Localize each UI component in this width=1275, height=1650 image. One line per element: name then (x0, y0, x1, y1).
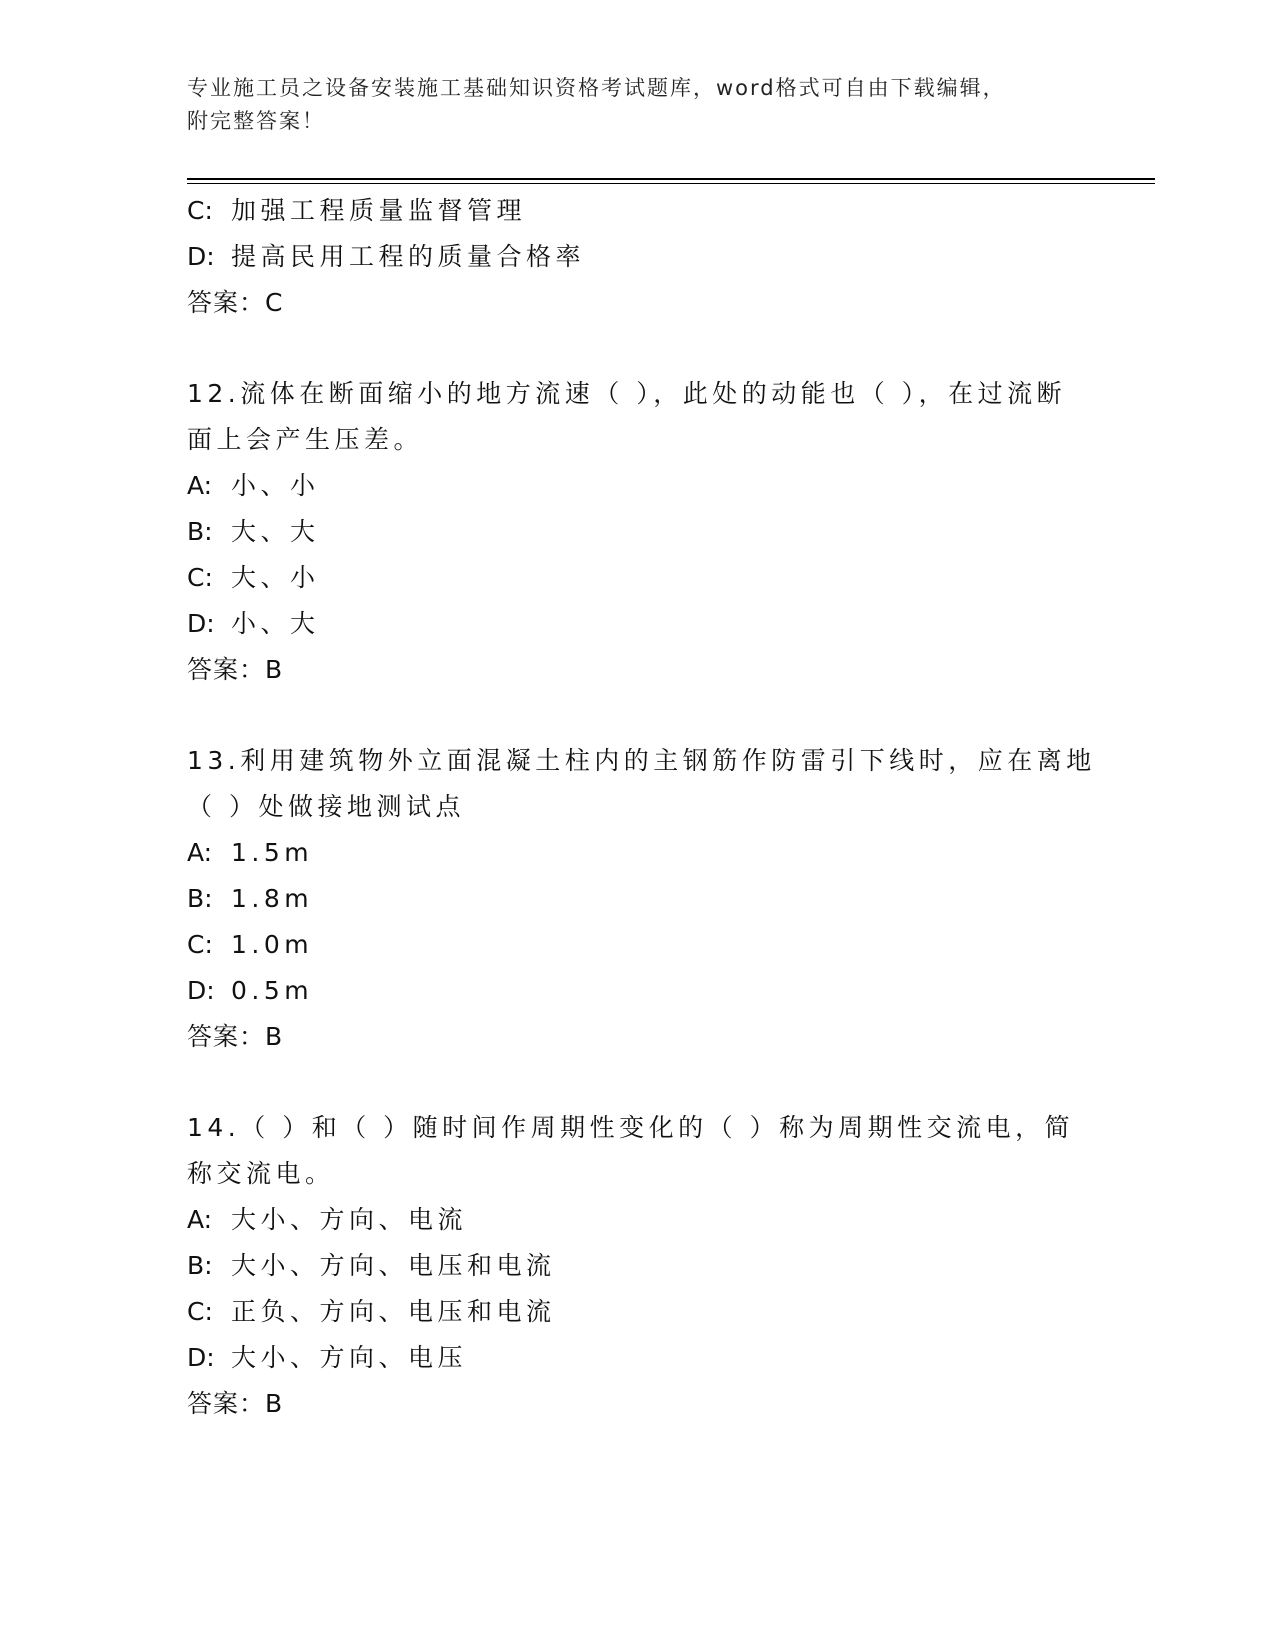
option-text: 大小、方向、电流 (231, 1205, 468, 1234)
option-letter: A: (187, 1205, 213, 1234)
option-letter: B: (187, 884, 213, 913)
answer-line: 答案：C (187, 288, 284, 317)
option-letter: B: (187, 517, 213, 546)
option-letter: D: (187, 976, 215, 1005)
option-a (187, 1197, 1087, 1243)
header-divider-thin (187, 183, 1155, 184)
option-text: 加强工程质量监督管理 (231, 196, 527, 225)
header-line-2: 附完整答案！ (187, 109, 325, 133)
option-d (187, 968, 1087, 1014)
option-a (187, 463, 1087, 509)
option-letter: B: (187, 1251, 213, 1280)
option-b (187, 1243, 1087, 1289)
option-text: 1.0m (231, 930, 314, 959)
question-14 (187, 1105, 1087, 1427)
option-letter: C: (187, 930, 213, 959)
option-d (187, 601, 1087, 647)
question-stem-line-2: 面上会产生压差。 (187, 425, 424, 454)
option-text: 大、大 (231, 517, 320, 546)
answer-line: 答案：B (187, 1022, 284, 1051)
header-line-1: 专业施工员之设备安装施工基础知识资格考试题库，word格式可自由下载编辑， (187, 76, 1006, 100)
option-text: 大小、方向、电压 (231, 1343, 468, 1372)
document-header (187, 72, 1067, 138)
option-c (187, 555, 1087, 601)
option-text: 1.5m (231, 838, 314, 867)
option-b (187, 509, 1087, 555)
option-a (187, 830, 1087, 876)
answer-line: 答案：B (187, 655, 284, 684)
option-letter: D: (187, 242, 215, 271)
option-letter: D: (187, 609, 215, 638)
option-letter: C: (187, 563, 213, 592)
option-letter: A: (187, 471, 213, 500)
answer-line: 答案：B (187, 1389, 284, 1418)
option-text: 小、小 (231, 471, 320, 500)
header-divider-thick (187, 178, 1155, 180)
option-c (187, 188, 1087, 234)
option-d (187, 234, 1087, 280)
option-text: 大小、方向、电压和电流 (231, 1251, 556, 1280)
option-d (187, 1335, 1087, 1381)
option-letter: C: (187, 1297, 213, 1326)
option-text: 提高民用工程的质量合格率 (231, 242, 586, 271)
option-c (187, 922, 1087, 968)
option-text: 正负、方向、电压和电流 (231, 1297, 556, 1326)
question-stem-line-1: 14.（ ）和（ ）随时间作周期性变化的（ ）称为周期性交流电，简 (187, 1113, 1075, 1142)
question-12 (187, 371, 1087, 693)
question-stem-line-2: （ ）处做接地测试点 (187, 792, 465, 821)
option-b (187, 876, 1087, 922)
question-stem-line-2: 称交流电。 (187, 1159, 335, 1188)
question-stem-line-1: 13.利用建筑物外立面混凝土柱内的主钢筋作防雷引下线时，应在离地 (187, 746, 1096, 775)
option-text: 0.5m (231, 976, 314, 1005)
option-letter: D: (187, 1343, 215, 1372)
question-stem-line-1: 12.流体在断面缩小的地方流速（ ），此处的动能也（ ），在过流断 (187, 379, 1067, 408)
option-letter: A: (187, 838, 213, 867)
option-text: 1.8m (231, 884, 314, 913)
option-letter: C: (187, 196, 213, 225)
question-11-continued (187, 188, 1087, 326)
option-text: 小、大 (231, 609, 320, 638)
question-list (187, 188, 1096, 1427)
option-c (187, 1289, 1087, 1335)
option-text: 大、小 (231, 563, 320, 592)
question-13 (187, 738, 1096, 1060)
